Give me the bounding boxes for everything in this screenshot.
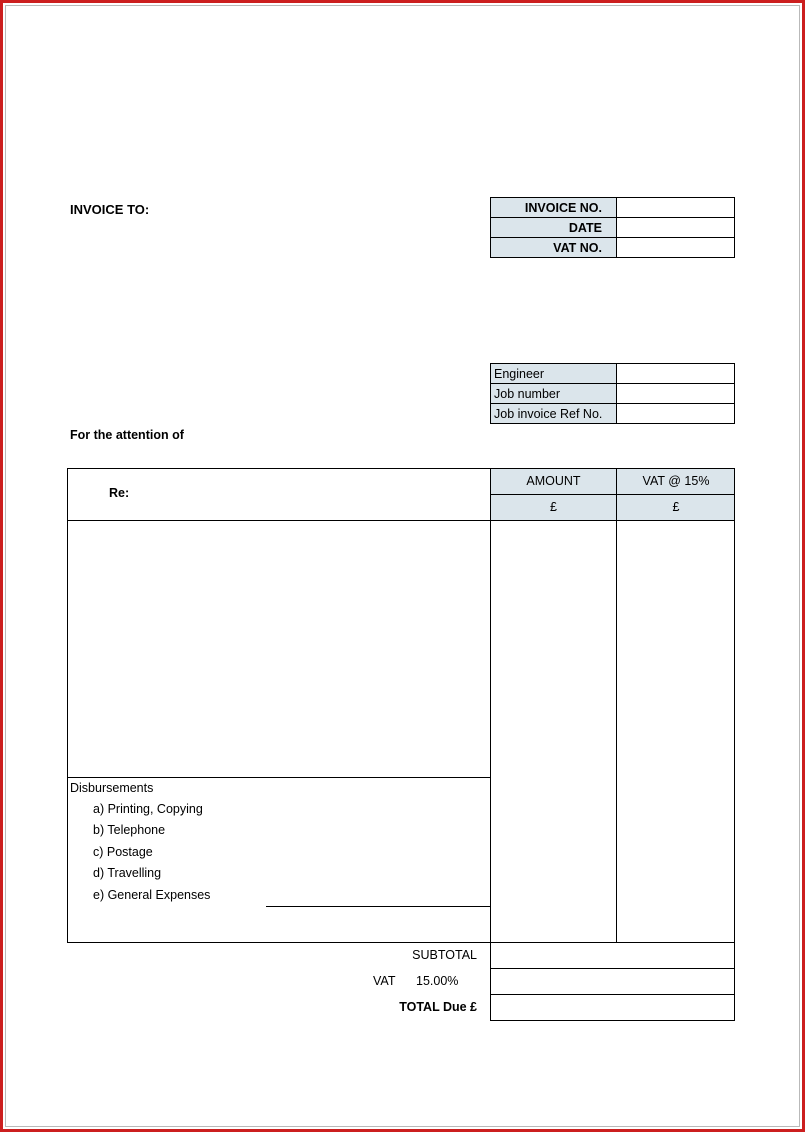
invoice-no-label: INVOICE NO. [491, 198, 617, 218]
vat-no-field[interactable] [617, 238, 735, 258]
subtotal-label: SUBTOTAL [412, 948, 477, 962]
engineer-field[interactable] [617, 364, 735, 384]
vat-rate: 15.00% [416, 974, 459, 988]
disbursement-item: c) Postage [93, 845, 153, 859]
vat-total-field[interactable] [490, 968, 735, 995]
table-row [491, 404, 735, 424]
column-divider [490, 468, 491, 943]
disbursements-total-line [266, 906, 490, 907]
re-label: Re: [109, 486, 130, 500]
subtotal-field[interactable] [490, 942, 735, 969]
date-field[interactable] [617, 218, 735, 238]
total-due-field[interactable] [490, 994, 735, 1021]
invoice-to-label: INVOICE TO: [70, 202, 150, 217]
invoice-no-field[interactable] [617, 198, 735, 218]
attention-label: For the attention of [70, 428, 184, 442]
disbursement-item: e) General Expenses [93, 888, 211, 902]
vat-header: VAT @ 15% [642, 474, 710, 488]
vat-label: VAT [373, 974, 396, 988]
job-ref-label: Job invoice Ref No. [491, 404, 617, 424]
amount-header: AMOUNT [526, 474, 581, 488]
table-row [491, 198, 735, 218]
vat-currency: £ [672, 500, 680, 514]
table-row [491, 218, 735, 238]
description-area[interactable] [68, 521, 490, 777]
engineer-label: Engineer [491, 364, 617, 384]
disbursement-item: a) Printing, Copying [93, 802, 203, 816]
disbursement-item: b) Telephone [93, 823, 166, 837]
job-number-field[interactable] [617, 384, 735, 404]
vat-no-label: VAT NO. [491, 238, 617, 258]
job-details-table [490, 363, 735, 424]
job-number-label: Job number [491, 384, 617, 404]
total-due-label: TOTAL Due £ [399, 1000, 477, 1014]
disbursements-title: Disbursements [70, 781, 154, 795]
invoice-details-table [490, 197, 735, 258]
disbursement-item: d) Travelling [93, 866, 162, 880]
header-divider [490, 494, 735, 495]
job-ref-field[interactable] [617, 404, 735, 424]
column-divider [616, 468, 617, 943]
date-label: DATE [491, 218, 617, 238]
disbursements-divider [67, 777, 490, 778]
table-row [491, 384, 735, 404]
table-row [491, 364, 735, 384]
amount-currency: £ [550, 500, 557, 514]
table-row [491, 238, 735, 258]
